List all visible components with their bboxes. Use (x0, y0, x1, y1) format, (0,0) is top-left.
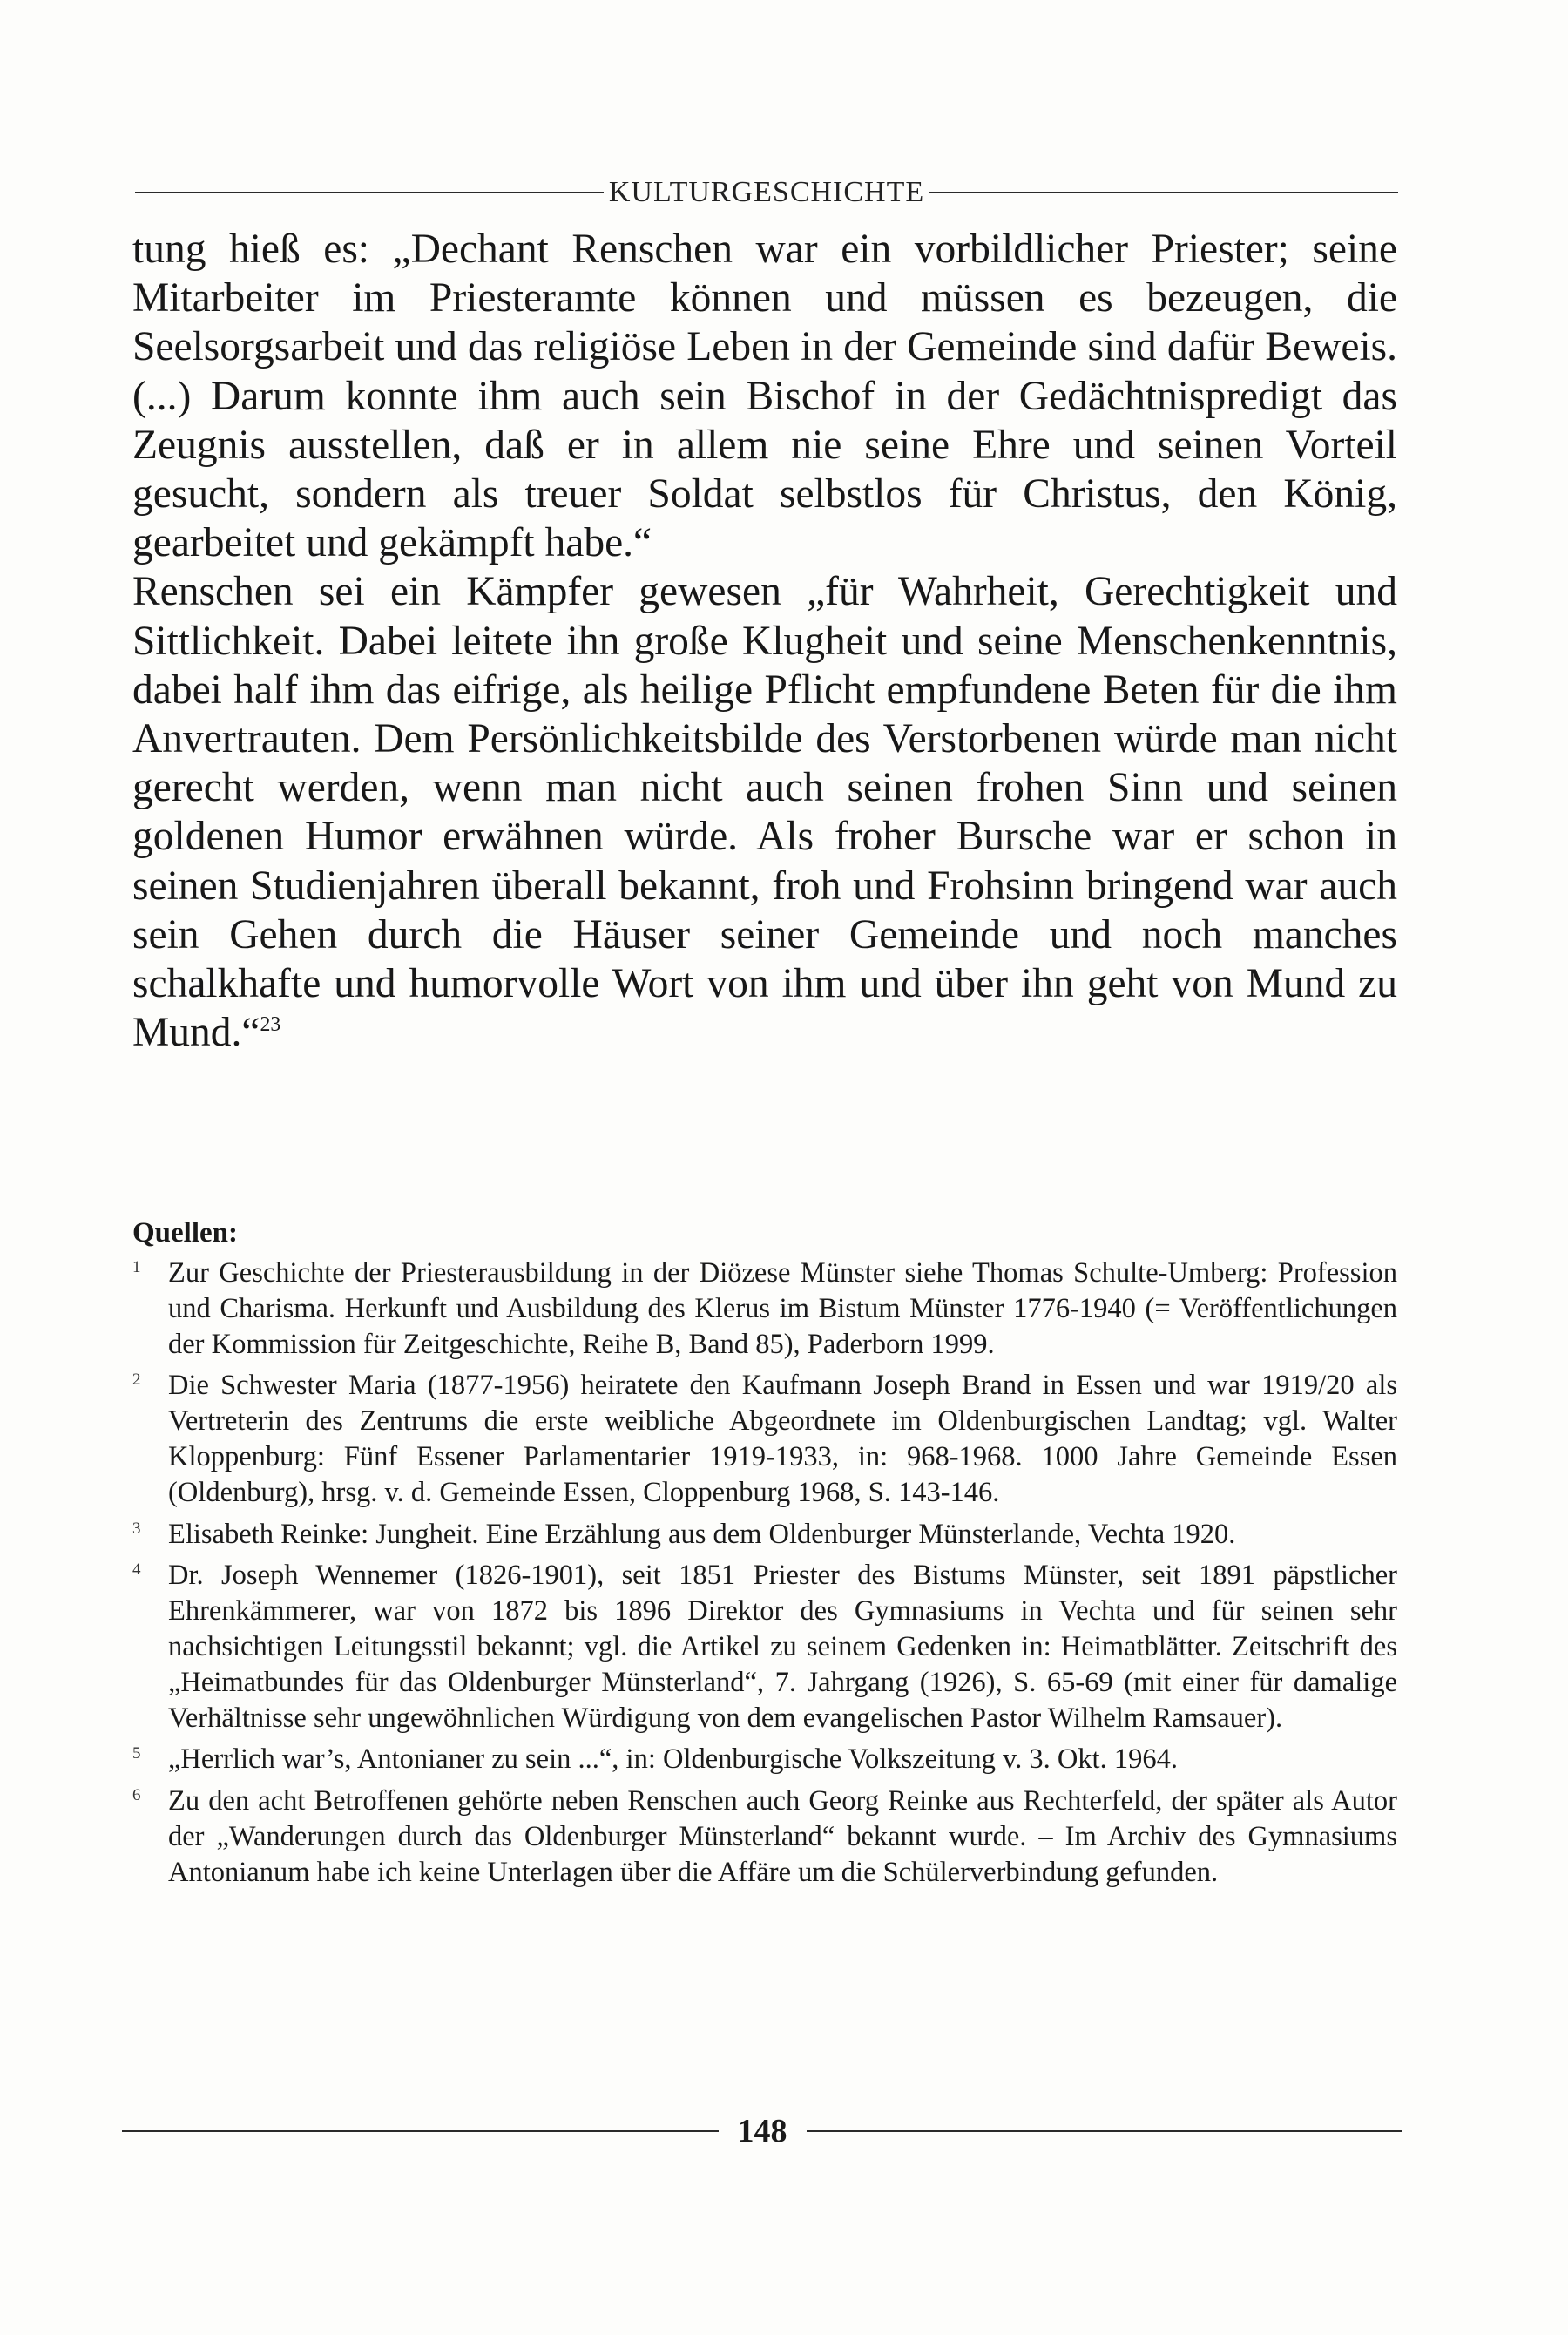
footnote (132, 1517, 1397, 1553)
footnote-text: Zur Geschichte der Priesterausbildung in der Diözese Münster siehe Thomas Schulte-Umberg: Profession und Charisma. Herkunft und Ausbildung des Klerus im Bistum Münster 1776-1940 (= Veröffentlichungen der Kommission für Zeitgeschichte, Reihe B, Band 85), Paderborn 1999. (168, 1257, 1397, 1360)
footnote (132, 1783, 1397, 1890)
footnote-number: 6 (132, 1786, 141, 1805)
running-header (135, 171, 1398, 214)
running-title: KULTURGESCHICHTE (608, 176, 925, 208)
footnote-number: 4 (132, 1560, 141, 1580)
footnote-number: 5 (132, 1744, 141, 1763)
header-rule-right (929, 192, 1398, 193)
page-number: 148 (737, 2113, 787, 2149)
footnote-text: Die Schwester Maria (1877-1956) heiratete den Kaufmann Joseph Brand in Essen und war 1919/20 als Vertreterin des Zentrums die erste weibliche Abgeordnete im Oldenburgischen Landtag; vgl. Walter Kloppenburg: Fünf Essener Parlamentarier 1919-1933, in: 968-1968. 1000 Jahre Gemeinde Essen (Oldenburg), hrsg. v. d. Gemeinde Essen, Cloppenburg 1968, S. 143-146. (168, 1370, 1397, 1508)
header-rule-left (135, 192, 604, 193)
footnote-reference: 23 (260, 1013, 281, 1037)
footnote (132, 1742, 1397, 1777)
sources-section (132, 1215, 1397, 1897)
footnote (132, 1368, 1397, 1510)
footnote-text: Elisabeth Reinke: Jungheit. Eine Erzählung aus dem Oldenburger Münsterlande, Vechta 1920. (168, 1518, 1236, 1550)
sources-heading: Quellen: (132, 1217, 238, 1249)
footer-rule-left (122, 2130, 719, 2132)
footnote (132, 1558, 1397, 1736)
footnote-number: 1 (132, 1258, 141, 1276)
paragraph (132, 567, 1397, 1057)
footer-rule-right (807, 2130, 1403, 2132)
footnote-text: „Herrlich war’s, Antonianer zu sein ...“, in: Oldenburgische Volkszeitung v. 3. Okt. 1964. (168, 1743, 1178, 1776)
footnote-number: 3 (132, 1519, 141, 1538)
footnote-text: Zu den acht Betroffenen gehörte neben Renschen auch Georg Reinke aus Rechterfeld, der später als Autor der „Wanderungen durch das Oldenburger Münsterland“ bekannt wurde. – Im Archiv des Gymnasiums Antonianum habe ich keine Unterlagen über die Affäre um die Schülerverbindung gefunden. (168, 1785, 1397, 1888)
footnote (132, 1255, 1397, 1362)
footnote-number: 2 (132, 1371, 141, 1390)
paragraph: tung hieß es: „Dechant Renschen war ein vorbildlicher Priester; seine Mitarbeiter im Priesteramte können und müssen es bezeugen, die Seelsorgsarbeit und das religiöse Leben in der Gemeinde sind dafür Beweis. (...) Darum konnte ihm auch sein Bischof in der Gedächtnispredigt das Zeugnis ausstellen, daß er in allem nie seine Ehre und seinen Vorteil gesucht, sondern als treuer Soldat selbstlos für Christus, den König, gearbeitet und gekämpft habe.“ (132, 227, 1397, 566)
page-footer (122, 2107, 1402, 2156)
footnote-text: Dr. Joseph Wennemer (1826-1901), seit 1851 Priester des Bistums Münster, seit 1891 päpstlicher Ehrenkämmerer, war von 1872 bis 1896 Direktor des Gymnasiums in Vechta und für seinen sehr nachsichtigen Leitungsstil bekannt; vgl. die Artikel zu seinem Gedenken in: Heimatblätter. Zeitschrift des „Heimatbundes für das Oldenburger Münsterland“, 7. Jahrgang (1926), S. 65-69 (mit einer für damalige Verhältnisse sehr ungewöhnlichen Würdigung von dem evangelischen Pastor Wilhelm Ramsauer). (168, 1560, 1397, 1734)
main-text (132, 225, 1397, 1057)
paragraph-text: Renschen sei ein Kämpfer gewesen „für Wahrheit, Gerechtigkeit und Sittlichkeit. Dabei leitete ihn große Klugheit und seine Menschenkenntnis, dabei half ihm das eifrige, als heilige Pflicht empfundene Beten für die ihm Anvertrauten. Dem Persönlichkeitsbilde des Verstorbenen würde man nicht gerecht werden, wenn man nicht auch seinen frohen Sinn und seinen goldenen Humor erwähnen würde. Als froher Bursche war er schon in seinen Studienjahren überall bekannt, froh und Frohsinn bringend war auch sein Gehen durch die Häuser seiner Gemeinde und noch manches schalkhafte und humorvolle Wort von ihm und über ihn geht von Mund zu Mund.“ (132, 569, 1397, 1056)
